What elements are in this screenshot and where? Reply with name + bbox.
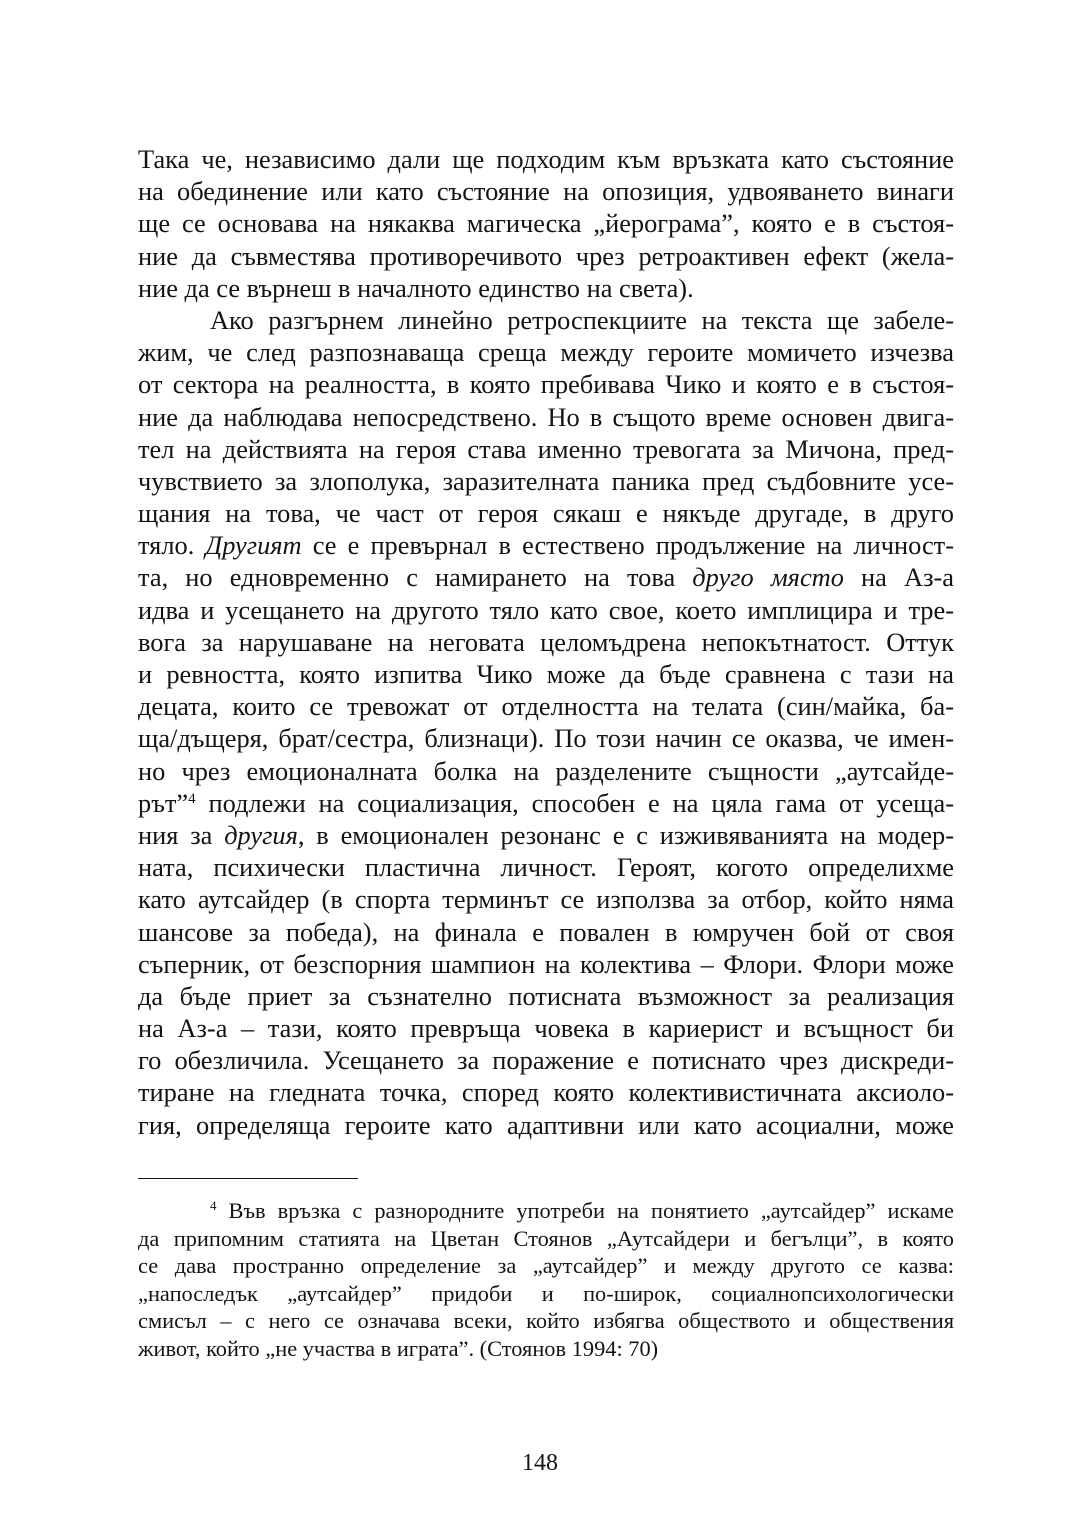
text-line: съперник, от безспорния шампион на колектива – Флори. Флори може (138, 948, 954, 979)
footnote-line: да припомним статията на Цветан Стоянов „Аутсайдери и бегълци”, в която (138, 1225, 954, 1251)
text-line: но чрез емоционалната болка на разделените същности „аутсайде- (138, 755, 954, 786)
text-line: тяло. Другият се е превърнал в естествено продължение на личност- (138, 530, 954, 561)
text-line: да бъде приет за съзнателно потисната възможност за реализация (138, 980, 954, 1011)
text-line: ние да съвместява противоречивото чрез ретроактивен ефект (жела- (138, 240, 954, 271)
page-number: 148 (522, 1450, 558, 1476)
text-line: тиране на гледната точка, според която колективистичната аксиоло- (138, 1077, 954, 1108)
text-line: ната, психически пластична личност. Героят, когото определихме (138, 852, 954, 883)
text-line: на Аз-а – тази, която превръща човека в кариерист и всъщност би (138, 1013, 954, 1044)
text-line: от сектора на реалността, в която пребивава Чико и която е в състоя- (138, 369, 954, 400)
text-line: ща/дъщеря, брат/сестра, близнаци). По този начин се оказва, че имен- (138, 723, 954, 754)
footnote-divider (138, 1178, 358, 1179)
footnote-line: живот, който „не участва в играта”. (Стоянов 1994: 70) (138, 1335, 659, 1361)
text-line: го обезличила. Усещането за поражение е потиснато чрез дискреди- (138, 1045, 954, 1076)
text-line: рът”$^4$ подлежи на социализация, способен е на цяла гама от усеща- (138, 787, 954, 818)
text-line: та, но едновременно с намирането на това друго място на Аз-а (138, 562, 955, 593)
text-line: и ревността, която изпитва Чико може да бъде сравнена с тази на (138, 659, 954, 689)
text-line: на обединение или като състояние на опозиция, удвояването винаги (138, 176, 954, 207)
italic-term: друго място (692, 562, 844, 593)
text-line: шансове за победа), на финала е повален в юмручен бой от своя (138, 916, 954, 947)
text-line: щания на това, че част от героя сякаш е някъде другаде, в друго (138, 498, 954, 529)
text-line: вога за нарушаване на неговата целомъдрена непокътнатост. Оттук (138, 626, 954, 657)
text-line: жим, че след разпознаваща среща между героите момичето изчезва (138, 337, 954, 368)
paragraph-start-line: Ако разгърнем линейно ретроспекциите на текста ще забеле- (210, 304, 954, 335)
italic-term: другия (224, 819, 298, 850)
text-line: ние да наблюдава непосредствено. Но в същото време основен двига- (138, 401, 954, 432)
text-line: ния за другия, в емоционален резонанс е с изживяванията на модер- (138, 819, 955, 850)
footnote-line: се дава пространно определение за „аутсайдер” и между другото се казва: (138, 1253, 954, 1279)
body-text (138, 143, 954, 1141)
text-line: гия, определяща героите като адаптивни или като асоциални, може (138, 1109, 954, 1140)
footnote-line: „напоследък „аутсайдер” придоби и по-широк, социалнопсихологически (138, 1280, 954, 1306)
paragraph-end-line: ние да се върнеш в началното единство на света). (138, 272, 694, 303)
text-line: чувствието за злополука, заразителната паника пред съдбовните усе- (138, 465, 954, 496)
footnote (138, 1197, 954, 1363)
footnote-line: смисъл – с него се означава всеки, който избягва обществото и обществения (138, 1308, 954, 1334)
footnote-reference[interactable]: 4 (188, 790, 196, 807)
italic-term: Другият (205, 530, 302, 561)
footnote-line: $^4$ Във връзка с разнородните употреби на понятието „аутсайдер” искаме (210, 1198, 954, 1223)
text-line: идва и усещането на другото тяло като свое, което имплицира и тре- (138, 594, 954, 625)
footnote-marker: 4 (210, 1198, 217, 1213)
text-line: децата, които се тревожат от отделността на телата (син/майка, ба- (138, 691, 954, 722)
text-line: като аутсайдер (в спорта терминът се използва за отбор, който няма (138, 884, 954, 915)
text-line: ще се основава на някаква магическа „йерограма”, която е в състоя- (138, 208, 954, 239)
text-line: Така че, независимо дали ще подходим към връзката като състояние (138, 144, 954, 174)
text-line: тел на действията на героя става именно тревогата за Мичона, пред- (138, 433, 954, 464)
